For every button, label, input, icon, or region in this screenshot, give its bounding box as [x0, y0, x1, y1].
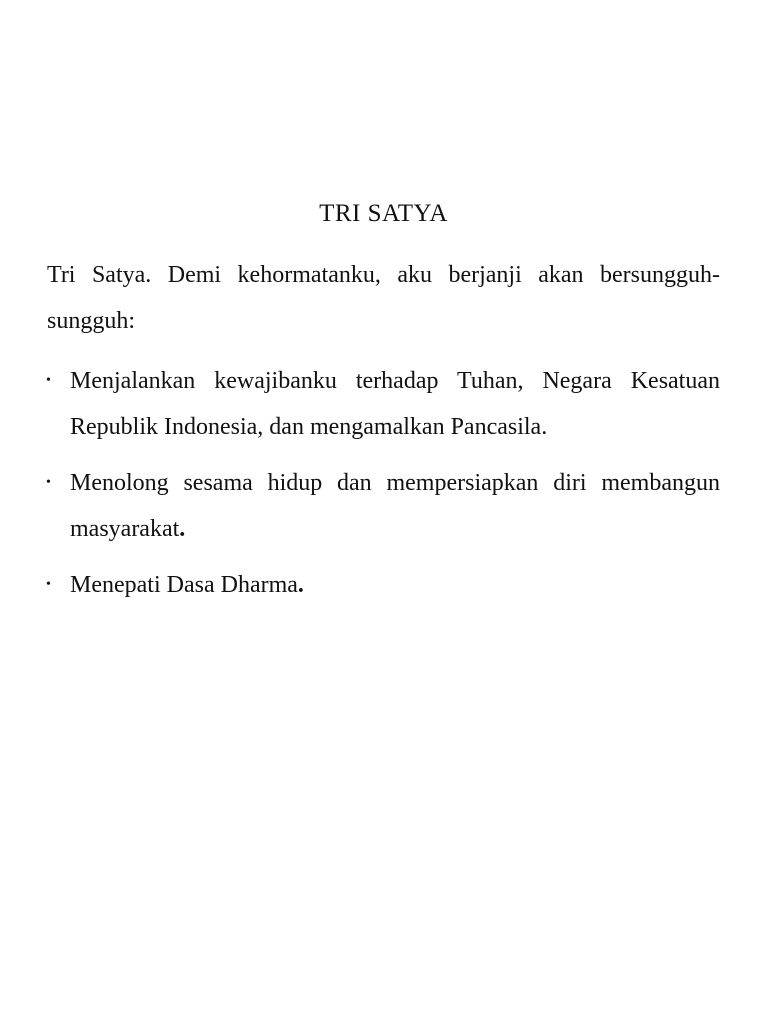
- bullet-icon: •: [46, 577, 51, 592]
- document-page: [47, 194, 720, 618]
- bullet-icon: •: [46, 373, 51, 388]
- list-item-text: Menolong sesama hidup dan mempersiapkan diri membangun masyarakat: [70, 470, 720, 542]
- bullet-icon: •: [46, 475, 51, 490]
- document-title: TRI SATYA: [319, 200, 448, 227]
- list-item-period: .: [179, 516, 186, 542]
- list-item: [47, 358, 720, 450]
- intro-paragraph: Tri Satya. Demi kehormatanku, aku berjanji akan bersungguh-sungguh:: [47, 262, 720, 334]
- pledge-list: [47, 358, 720, 608]
- list-item-text: Menjalankan kewajibanku terhadap Tuhan, Negara Kesatuan Republik Indonesia, dan mengamalkan Pancasila.: [70, 368, 720, 440]
- list-item-text: Menepati Dasa Dharma: [70, 572, 298, 598]
- list-item: [47, 562, 720, 608]
- list-item-period: .: [297, 572, 304, 598]
- list-item: [47, 460, 720, 552]
